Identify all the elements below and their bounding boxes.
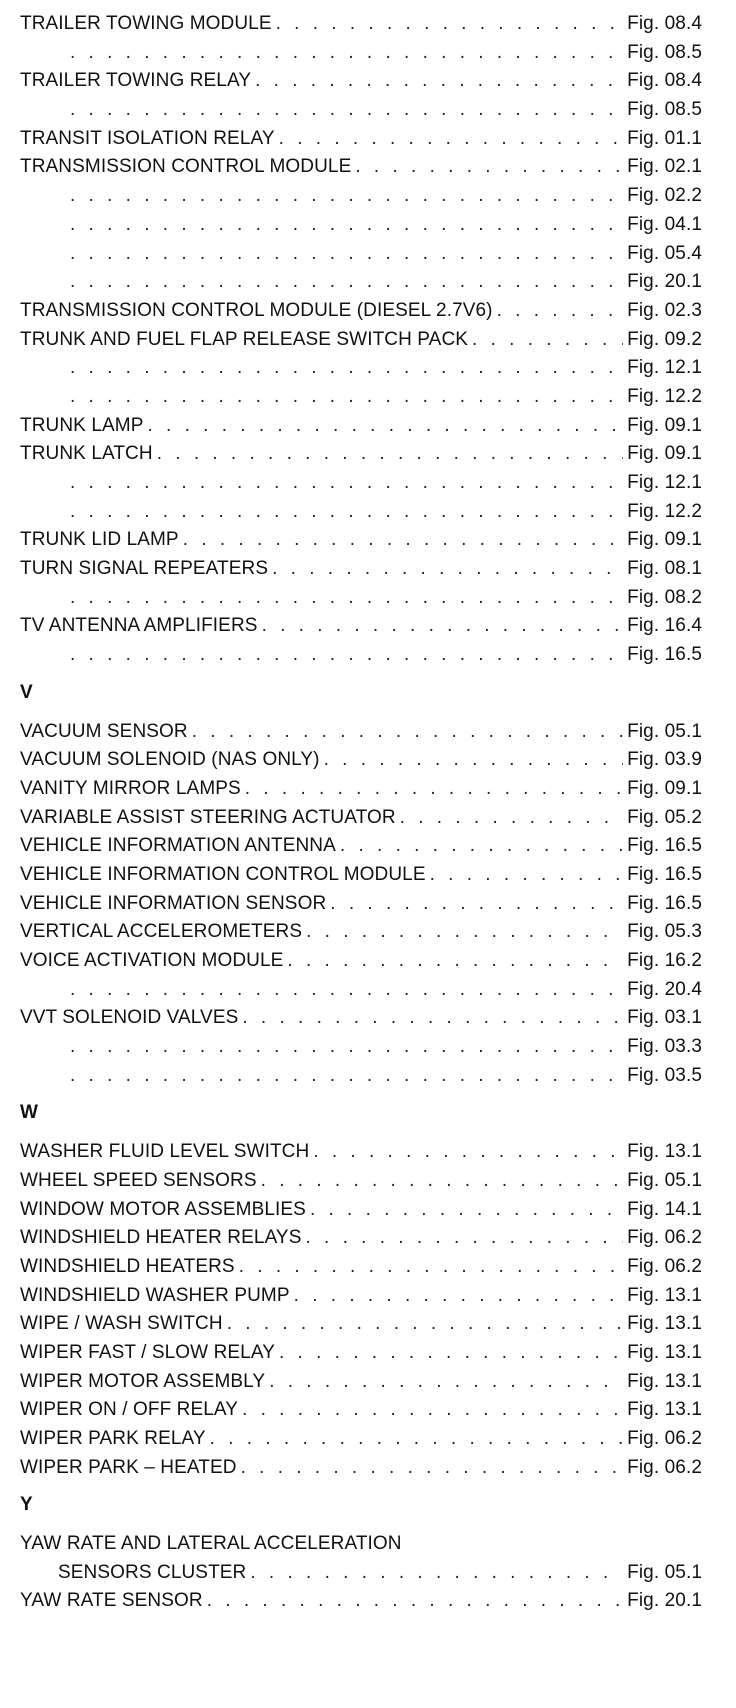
index-entry	[20, 1253, 702, 1282]
dot-leader	[227, 1310, 623, 1339]
dot-leader	[242, 1396, 623, 1425]
figure-reference: Fig. 13.1	[627, 1313, 702, 1335]
figure-reference: Fig. 12.2	[627, 500, 702, 522]
index-section-y	[20, 1491, 702, 1616]
dot-leader	[242, 1004, 623, 1033]
entry-label: WASHER FLUID LEVEL SWITCH	[20, 1141, 310, 1163]
index-entry-continuation	[20, 96, 702, 125]
section-letter-heading: V	[20, 681, 33, 703]
dot-leader	[239, 1253, 623, 1282]
index-entry-continuation	[20, 268, 702, 297]
dot-leader	[70, 211, 623, 240]
index-entry	[20, 10, 702, 39]
dot-leader	[276, 10, 624, 39]
entry-label: WINDSHIELD HEATERS	[20, 1255, 235, 1277]
entry-label: TRANSMISSION CONTROL MODULE	[20, 156, 352, 178]
dot-leader	[340, 832, 623, 861]
figure-reference: Fig. 16.5	[627, 863, 702, 885]
entry-label: YAW RATE SENSOR	[20, 1590, 203, 1612]
dot-leader	[287, 947, 623, 976]
figure-reference: Fig. 08.2	[627, 586, 702, 608]
dot-leader	[157, 440, 623, 469]
dot-leader	[70, 641, 623, 670]
entry-label: WIPER ON / OFF RELAY	[20, 1399, 239, 1421]
index-entry	[20, 947, 702, 976]
entry-label: WINDOW MOTOR ASSEMBLIES	[20, 1198, 306, 1220]
figure-reference: Fig. 06.2	[627, 1227, 702, 1249]
index-entry	[20, 832, 702, 861]
index-entry-continuation	[20, 39, 702, 68]
dot-leader	[355, 153, 623, 182]
component-index-list	[20, 10, 702, 1616]
dot-leader	[207, 1587, 623, 1616]
entry-label: VANITY MIRROR LAMPS	[20, 777, 241, 799]
figure-reference: Fig. 05.1	[627, 1561, 702, 1583]
index-entry	[20, 918, 702, 947]
figure-reference: Fig. 08.4	[627, 70, 702, 92]
index-section-w	[20, 1099, 702, 1482]
dot-leader	[272, 555, 623, 584]
index-entry-continuation	[20, 1033, 702, 1062]
entry-label: VARIABLE ASSIST STEERING ACTUATOR	[20, 806, 396, 828]
index-entry	[20, 804, 702, 833]
index-entry-continuation	[20, 182, 702, 211]
dot-leader	[305, 1224, 623, 1253]
figure-reference: Fig. 02.2	[627, 185, 702, 207]
figure-reference: Fig. 08.5	[627, 99, 702, 121]
figure-reference: Fig. 12.2	[627, 385, 702, 407]
dot-leader	[192, 718, 623, 747]
figure-reference: Fig. 03.9	[627, 749, 702, 771]
dot-leader	[70, 469, 623, 498]
figure-reference: Fig. 01.1	[627, 127, 702, 149]
dot-leader	[330, 890, 623, 919]
dot-leader	[472, 326, 623, 355]
dot-leader	[70, 268, 623, 297]
figure-reference: Fig. 13.1	[627, 1370, 702, 1392]
figure-reference: Fig. 09.1	[627, 529, 702, 551]
figure-reference: Fig. 03.3	[627, 1036, 702, 1058]
dot-leader	[70, 182, 623, 211]
dot-leader	[70, 1033, 623, 1062]
entry-label: VEHICLE INFORMATION SENSOR	[20, 892, 327, 914]
dot-leader	[497, 297, 624, 326]
dot-leader	[324, 746, 624, 775]
index-entry	[20, 67, 702, 96]
index-entry-continuation	[20, 469, 702, 498]
index-entry-continuation	[20, 240, 702, 269]
figure-reference: Fig. 16.5	[627, 644, 702, 666]
figure-reference: Fig. 20.1	[627, 1590, 702, 1612]
index-entry	[20, 526, 702, 555]
figure-reference: Fig. 13.1	[627, 1341, 702, 1363]
index-entry	[20, 1167, 702, 1196]
dot-leader	[279, 1339, 623, 1368]
figure-reference: Fig. 03.1	[627, 1007, 702, 1029]
index-entry	[20, 1224, 702, 1253]
dot-leader	[279, 125, 624, 154]
index-entry	[20, 1425, 702, 1454]
entry-label: WHEEL SPEED SENSORS	[20, 1169, 257, 1191]
entry-label: WIPER FAST / SLOW RELAY	[20, 1341, 275, 1363]
figure-reference: Fig. 04.1	[627, 213, 702, 235]
figure-reference: Fig. 16.5	[627, 892, 702, 914]
entry-label: WINDSHIELD WASHER PUMP	[20, 1284, 290, 1306]
figure-reference: Fig. 16.2	[627, 950, 702, 971]
dot-leader	[70, 976, 623, 1005]
index-entry-continuation	[20, 383, 702, 412]
index-entry	[20, 1282, 702, 1311]
index-entry	[20, 1004, 702, 1033]
dot-leader	[294, 1282, 624, 1311]
index-entry	[20, 153, 702, 182]
dot-leader	[70, 96, 623, 125]
figure-reference: Fig. 09.1	[627, 443, 702, 465]
entry-label: TURN SIGNAL REPEATERS	[20, 558, 269, 580]
dot-leader	[400, 804, 623, 833]
index-entry	[20, 326, 702, 355]
dot-leader	[70, 383, 623, 412]
entry-label: TRANSMISSION CONTROL MODULE (DIESEL 2.7V6)	[20, 299, 493, 321]
entry-label: TRUNK LATCH	[20, 443, 153, 465]
entry-label: VERTICAL ACCELEROMETERS	[20, 921, 303, 943]
figure-reference: Fig. 12.1	[627, 357, 702, 379]
entry-label: WIPE / WASH SWITCH	[20, 1313, 223, 1335]
index-entry	[20, 1310, 702, 1339]
figure-reference: Fig. 20.1	[627, 271, 702, 293]
dot-leader	[269, 1368, 623, 1397]
dot-leader	[430, 861, 624, 890]
figure-reference: Fig. 13.1	[627, 1141, 702, 1163]
index-entry	[20, 1587, 702, 1616]
entry-label: TRAILER TOWING RELAY	[20, 70, 252, 92]
dot-leader	[262, 612, 624, 641]
dot-leader	[70, 240, 623, 269]
figure-reference: Fig. 13.1	[627, 1399, 702, 1421]
index-entry	[20, 125, 702, 154]
entry-label: SENSORS CLUSTER	[58, 1561, 247, 1583]
dot-leader	[261, 1167, 624, 1196]
index-entry	[20, 1138, 702, 1167]
entry-label: WINDSHIELD HEATER RELAYS	[20, 1227, 302, 1249]
index-entry	[20, 1368, 702, 1397]
section-letter-heading: W	[20, 1102, 38, 1124]
entry-label: VVT SOLENOID VALVES	[20, 1007, 239, 1029]
dot-leader	[313, 1138, 623, 1167]
figure-reference: Fig. 02.3	[627, 299, 702, 321]
figure-reference: Fig. 20.4	[627, 978, 702, 1000]
entry-label: YAW RATE AND LATERAL ACCELERATION	[20, 1533, 402, 1555]
index-entry-continuation	[20, 641, 702, 670]
index-entry	[20, 555, 702, 584]
figure-reference: Fig. 05.2	[627, 806, 702, 828]
index-entry	[20, 746, 702, 775]
dot-leader	[310, 1196, 623, 1225]
figure-reference: Fig. 08.4	[627, 13, 702, 34]
entry-label: VEHICLE INFORMATION ANTENNA	[20, 835, 336, 857]
index-entry	[20, 412, 702, 441]
dot-leader	[70, 39, 623, 68]
figure-reference: Fig. 09.1	[627, 414, 702, 436]
entry-label: TRANSIT ISOLATION RELAY	[20, 127, 275, 149]
entry-label: WIPER MOTOR ASSEMBLY	[20, 1370, 266, 1392]
dot-leader	[70, 498, 623, 527]
entry-label: VACUUM SENSOR	[20, 720, 188, 742]
dot-leader	[183, 526, 623, 555]
dot-leader	[210, 1425, 623, 1454]
entry-label: TRAILER TOWING MODULE	[20, 13, 272, 34]
index-entry	[20, 1530, 702, 1559]
dot-leader	[70, 584, 623, 613]
section-letter-heading: Y	[20, 1494, 33, 1516]
figure-reference: Fig. 08.5	[627, 41, 702, 63]
index-entry	[20, 718, 702, 747]
figure-reference: Fig. 03.5	[627, 1064, 702, 1086]
dot-leader	[70, 354, 623, 383]
index-entry	[20, 1454, 702, 1483]
figure-reference: Fig. 12.1	[627, 472, 702, 493]
index-entry	[20, 890, 702, 919]
dot-leader	[241, 1454, 624, 1483]
figure-reference: Fig. 16.4	[627, 615, 702, 637]
figure-reference: Fig. 05.1	[627, 1169, 702, 1191]
dot-leader	[255, 67, 623, 96]
entry-label: TRUNK AND FUEL FLAP RELEASE SWITCH PACK	[20, 328, 469, 350]
index-entry	[20, 1196, 702, 1225]
index-entry-continuation	[20, 584, 702, 613]
figure-reference: Fig. 05.3	[627, 921, 702, 943]
entry-label: TRUNK LID LAMP	[20, 529, 179, 551]
figure-reference: Fig. 13.1	[627, 1284, 702, 1306]
index-section-v	[20, 679, 702, 1091]
dot-leader	[250, 1559, 623, 1588]
index-entry-continuation	[20, 976, 702, 1005]
index-entry	[20, 440, 702, 469]
dot-leader	[306, 918, 623, 947]
dot-leader	[245, 775, 623, 804]
index-entry	[20, 861, 702, 890]
entry-label: VACUUM SOLENOID (NAS ONLY)	[20, 749, 320, 771]
index-entry	[20, 612, 702, 641]
figure-reference: Fig. 14.1	[627, 1198, 702, 1220]
index-section-t	[20, 10, 702, 670]
index-entry	[20, 1339, 702, 1368]
index-entry-continuation	[20, 354, 702, 383]
figure-reference: Fig. 05.4	[627, 242, 702, 264]
index-entry-continuation	[20, 211, 702, 240]
index-entry	[20, 775, 702, 804]
index-entry-continuation	[20, 1062, 702, 1091]
entry-label: TV ANTENNA AMPLIFIERS	[20, 615, 258, 637]
figure-reference: Fig. 06.2	[627, 1428, 702, 1449]
figure-reference: Fig. 16.5	[627, 835, 702, 857]
index-entry	[20, 1559, 702, 1588]
dot-leader	[147, 412, 623, 441]
index-entry	[20, 297, 702, 326]
figure-reference: Fig. 05.1	[627, 720, 702, 742]
index-entry-continuation	[20, 498, 702, 527]
figure-reference: Fig. 06.2	[627, 1255, 702, 1277]
entry-label: VOICE ACTIVATION MODULE	[20, 950, 284, 971]
entry-label: WIPER PARK RELAY	[20, 1428, 206, 1449]
figure-reference: Fig. 06.2	[627, 1456, 702, 1478]
entry-label: VEHICLE INFORMATION CONTROL MODULE	[20, 863, 426, 885]
figure-reference: Fig. 09.1	[627, 777, 702, 799]
dot-leader	[70, 1062, 623, 1091]
figure-reference: Fig. 02.1	[627, 156, 702, 178]
index-entry	[20, 1396, 702, 1425]
figure-reference: Fig. 09.2	[627, 328, 702, 350]
entry-label: WIPER PARK – HEATED	[20, 1456, 237, 1478]
entry-label: TRUNK LAMP	[20, 414, 144, 436]
figure-reference: Fig. 08.1	[627, 558, 702, 580]
